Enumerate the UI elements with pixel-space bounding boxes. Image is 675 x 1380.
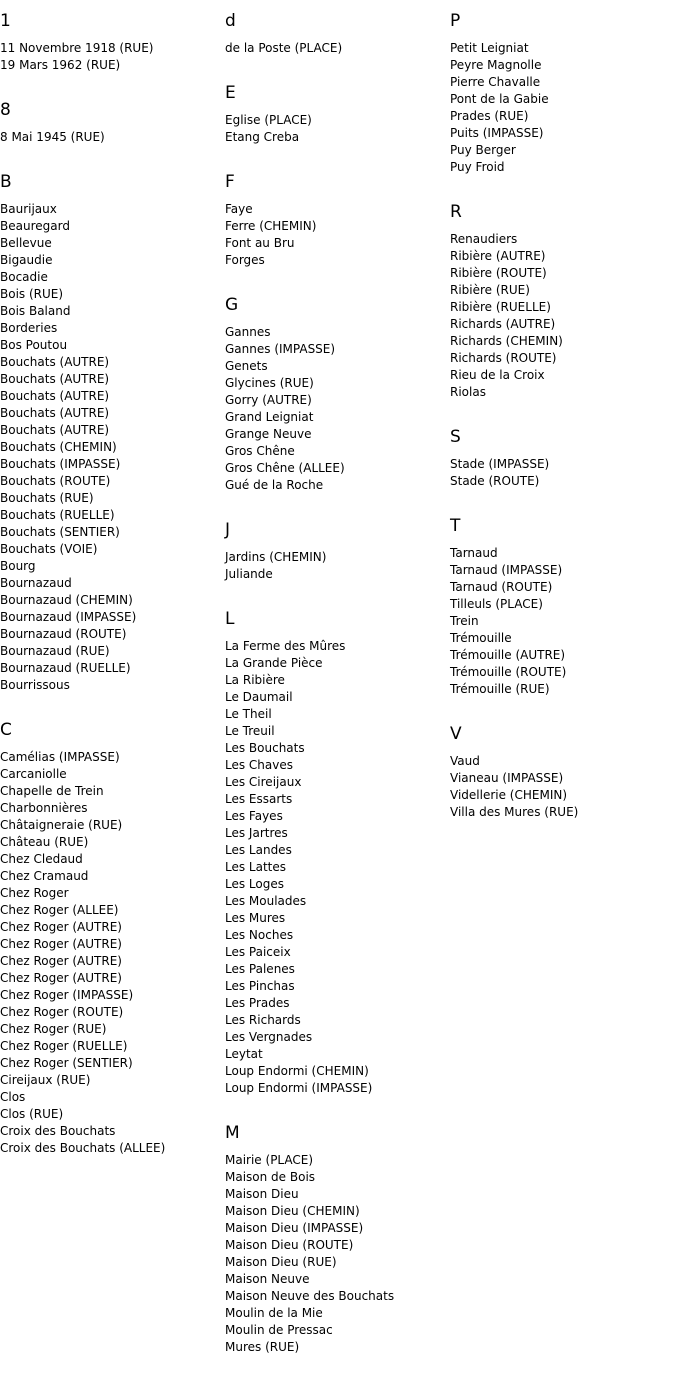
letter-group (225, 598, 450, 1112)
street-link[interactable]: Borderies (0, 321, 58, 335)
letter-group (225, 72, 450, 161)
street-list (225, 638, 450, 1097)
street-link[interactable]: La Ribière (225, 673, 285, 687)
street-link[interactable]: Bouchats (IMPASSE) (0, 457, 121, 471)
group-spacer (225, 269, 450, 284)
street-link[interactable]: Gannes (225, 325, 271, 339)
letter-group (0, 0, 225, 89)
street-list (450, 753, 675, 821)
group-letter-heading: P (450, 11, 461, 31)
street-link[interactable]: Ribière (ROUTE) (450, 266, 547, 280)
street-link[interactable]: Jardins (CHEMIN) (225, 550, 327, 564)
street-link[interactable]: Chez Roger (RUELLE) (0, 1039, 128, 1053)
street-link[interactable]: Chez Roger (RUE) (0, 1022, 107, 1036)
street-link[interactable]: Font au Bru (225, 236, 295, 250)
street-link[interactable]: Riolas (450, 385, 486, 399)
street-link[interactable]: Puy Froid (450, 160, 505, 174)
group-spacer (450, 401, 675, 416)
street-link[interactable]: Petit Leigniat (450, 41, 529, 55)
street-link[interactable]: Bouchats (AUTRE) (0, 355, 110, 369)
street-link[interactable]: Les Bouchats (225, 741, 305, 755)
letter-group (450, 713, 675, 836)
street-link[interactable]: Maison Dieu (CHEMIN) (225, 1204, 360, 1218)
street-link[interactable]: Chez Roger (SENTIER) (0, 1056, 133, 1070)
street-link[interactable]: Bellevue (0, 236, 52, 250)
street-link[interactable]: Peyre Magnolle (450, 58, 542, 72)
street-link[interactable]: Bos Poutou (0, 338, 68, 352)
street-link[interactable]: Carcaniolle (0, 767, 67, 781)
street-link[interactable]: Etang Creba (225, 130, 300, 144)
street-list (0, 201, 225, 694)
street-link[interactable]: Bouchats (VOIE) (0, 542, 98, 556)
group-letter-heading: J (225, 520, 231, 540)
street-link[interactable]: Mures (RUE) (225, 1340, 300, 1354)
street-link[interactable]: Mairie (PLACE) (225, 1153, 314, 1167)
street-link[interactable]: Bocadie (0, 270, 48, 284)
group-letter-heading: S (450, 427, 461, 447)
street-list (225, 1152, 450, 1356)
group-spacer (0, 74, 225, 89)
letter-group (450, 191, 675, 416)
street-link[interactable]: Gannes (IMPASSE) (225, 342, 336, 356)
group-letter-heading: F (225, 172, 235, 192)
street-link[interactable]: Le Daumail (225, 690, 293, 704)
street-link[interactable]: Moulin de la Mie (225, 1306, 323, 1320)
street-link[interactable]: Videllerie (CHEMIN) (450, 788, 568, 802)
street-link[interactable]: La Ferme des Mûres (225, 639, 346, 653)
group-spacer (225, 57, 450, 72)
group-letter-heading: G (225, 295, 239, 315)
group-letter-heading: 1 (0, 11, 11, 31)
street-link[interactable]: Bouchats (CHEMIN) (0, 440, 117, 454)
street-link[interactable]: Les Chaves (225, 758, 293, 772)
street-link[interactable]: Chez Roger (ALLEE) (0, 903, 119, 917)
street-link[interactable]: Bournazaud (IMPASSE) (0, 610, 137, 624)
street-link[interactable]: Le Treuil (225, 724, 275, 738)
street-link[interactable]: Rieu de la Croix (450, 368, 545, 382)
group-letter-heading: C (0, 720, 12, 740)
street-link[interactable]: Chez Cledaud (0, 852, 83, 866)
street-link[interactable]: Pont de la Gabie (450, 92, 549, 106)
street-link[interactable]: Bouchats (RUE) (0, 491, 94, 505)
street-link[interactable]: Bouchats (RUELLE) (0, 508, 115, 522)
street-link[interactable]: Maison Dieu (225, 1187, 299, 1201)
street-link[interactable]: Bournazaud (0, 576, 72, 590)
group-spacer (0, 694, 225, 709)
street-link[interactable]: Croix des Bouchats (0, 1124, 116, 1138)
street-link[interactable]: 11 Novembre 1918 (RUE) (0, 41, 154, 55)
street-link[interactable]: Vianeau (IMPASSE) (450, 771, 564, 785)
street-link[interactable]: Stade (ROUTE) (450, 474, 540, 488)
street-link[interactable]: Trémouille (ROUTE) (450, 665, 567, 679)
street-link[interactable]: Les Noches (225, 928, 294, 942)
street-link[interactable]: Ribière (AUTRE) (450, 249, 546, 263)
street-link[interactable]: Chez Cramaud (0, 869, 89, 883)
letter-group (450, 416, 675, 505)
group-spacer (225, 494, 450, 509)
street-link[interactable]: Ribière (RUELLE) (450, 300, 551, 314)
street-link[interactable]: Tilleuls (PLACE) (450, 597, 543, 611)
group-spacer (225, 583, 450, 598)
street-link[interactable]: Bournazaud (ROUTE) (0, 627, 127, 641)
street-link[interactable]: Cireijaux (RUE) (0, 1073, 91, 1087)
street-link[interactable]: Juliande (225, 567, 273, 581)
street-link[interactable]: Eglise (PLACE) (225, 113, 312, 127)
street-link[interactable]: Trein (450, 614, 479, 628)
street-link[interactable]: Bournazaud (RUE) (0, 644, 110, 658)
street-link[interactable]: Faye (225, 202, 253, 216)
street-link[interactable]: Les Moulades (225, 894, 307, 908)
street-index-column-1 (0, 0, 225, 1172)
street-list (225, 549, 450, 583)
street-link[interactable]: Charbonnières (0, 801, 88, 815)
street-link[interactable]: Maison Dieu (RUE) (225, 1255, 337, 1269)
street-link[interactable]: Puits (IMPASSE) (450, 126, 544, 140)
street-link[interactable]: Leytat (225, 1047, 263, 1061)
street-link[interactable]: Maison Neuve (225, 1272, 310, 1286)
street-link[interactable]: Richards (AUTRE) (450, 317, 556, 331)
street-link[interactable]: Maison Dieu (ROUTE) (225, 1238, 354, 1252)
street-link[interactable]: Trémouille (RUE) (450, 682, 550, 696)
street-link[interactable]: Bouchats (ROUTE) (0, 474, 111, 488)
group-letter-heading: V (450, 724, 462, 744)
street-link[interactable]: Clos (RUE) (0, 1107, 64, 1121)
letter-group (0, 161, 225, 709)
street-list (225, 324, 450, 494)
street-link[interactable]: Les Pinchas (225, 979, 295, 993)
street-list (225, 40, 450, 57)
street-link[interactable]: Grange Neuve (225, 427, 312, 441)
street-link[interactable]: Trémouille (450, 631, 512, 645)
street-list (225, 201, 450, 269)
letter-group (225, 284, 450, 509)
letter-group (225, 0, 450, 72)
street-link[interactable]: Loup Endormi (IMPASSE) (225, 1081, 373, 1095)
street-link[interactable]: Les Lattes (225, 860, 287, 874)
street-link[interactable]: Bouchats (AUTRE) (0, 406, 110, 420)
street-link[interactable]: 8 Mai 1945 (RUE) (0, 130, 105, 144)
street-link[interactable]: Beauregard (0, 219, 70, 233)
street-index-column-2 (225, 0, 450, 1371)
street-link[interactable]: Châtaigneraie (RUE) (0, 818, 123, 832)
street-list (450, 545, 675, 698)
street-link[interactable]: Gros Chêne (225, 444, 295, 458)
street-link[interactable]: Gorry (AUTRE) (225, 393, 312, 407)
group-spacer (0, 1157, 225, 1172)
street-link[interactable]: Ferre (CHEMIN) (225, 219, 317, 233)
letter-group (225, 1112, 450, 1371)
street-list (450, 231, 675, 401)
street-link[interactable]: Bois (RUE) (0, 287, 64, 301)
street-list (0, 129, 225, 146)
street-link[interactable]: Puy Berger (450, 143, 516, 157)
street-link[interactable]: Maison Neuve des Bouchats (225, 1289, 395, 1303)
street-link[interactable]: Bouchats (AUTRE) (0, 389, 110, 403)
street-link[interactable]: Les Paiceix (225, 945, 291, 959)
street-link[interactable]: Croix des Bouchats (ALLEE) (0, 1141, 166, 1155)
street-link[interactable]: Les Cireijaux (225, 775, 302, 789)
street-link[interactable]: Stade (IMPASSE) (450, 457, 550, 471)
street-link[interactable]: Richards (CHEMIN) (450, 334, 563, 348)
group-letter-heading: T (450, 516, 461, 536)
group-spacer (450, 698, 675, 713)
street-link[interactable]: Chez Roger (ROUTE) (0, 1005, 124, 1019)
street-list (450, 40, 675, 176)
street-link[interactable]: Camélias (IMPASSE) (0, 750, 120, 764)
group-letter-heading: L (225, 609, 235, 629)
street-link[interactable]: Les Jartres (225, 826, 288, 840)
street-link[interactable]: Château (RUE) (0, 835, 89, 849)
street-link[interactable]: Chez Roger (AUTRE) (0, 937, 122, 951)
street-link[interactable]: Bigaudie (0, 253, 53, 267)
street-link[interactable]: Les Landes (225, 843, 292, 857)
street-link[interactable]: Villa des Mures (RUE) (450, 805, 579, 819)
street-link[interactable]: Tarnaud (IMPASSE) (450, 563, 563, 577)
street-link[interactable]: Trémouille (AUTRE) (450, 648, 566, 662)
group-spacer (450, 176, 675, 191)
street-link[interactable]: Bourrissous (0, 678, 70, 692)
street-link[interactable]: Moulin de Pressac (225, 1323, 333, 1337)
street-link[interactable]: Prades (RUE) (450, 109, 529, 123)
letter-group (450, 0, 675, 191)
street-link[interactable]: Bois Baland (0, 304, 71, 318)
street-link[interactable]: Genets (225, 359, 268, 373)
street-link[interactable]: La Grande Pièce (225, 656, 323, 670)
street-link[interactable]: Gué de la Roche (225, 478, 324, 492)
street-link[interactable]: Maison de Bois (225, 1170, 316, 1184)
street-link[interactable]: Renaudiers (450, 232, 518, 246)
letter-group (0, 89, 225, 161)
group-letter-heading: M (225, 1123, 240, 1143)
street-link[interactable]: Grand Leigniat (225, 410, 314, 424)
street-link[interactable]: Tarnaud (ROUTE) (450, 580, 553, 594)
group-letter-heading: 8 (0, 100, 11, 120)
group-letter-heading: d (225, 11, 236, 31)
street-link[interactable]: Les Loges (225, 877, 284, 891)
street-link[interactable]: Forges (225, 253, 265, 267)
street-link[interactable]: Chez Roger (0, 886, 69, 900)
group-spacer (225, 146, 450, 161)
street-list (450, 456, 675, 490)
letter-group (225, 509, 450, 598)
street-link[interactable]: Chez Roger (IMPASSE) (0, 988, 134, 1002)
street-link[interactable]: Chez Roger (AUTRE) (0, 920, 122, 934)
street-link[interactable]: Le Theil (225, 707, 272, 721)
street-link[interactable]: Clos (0, 1090, 26, 1104)
street-link[interactable]: Pierre Chavalle (450, 75, 541, 89)
street-link[interactable]: Les Vergnades (225, 1030, 313, 1044)
letter-group (225, 161, 450, 284)
street-link[interactable]: Bournazaud (RUELLE) (0, 661, 131, 675)
group-spacer (225, 1356, 450, 1371)
street-link[interactable]: Bouchats (AUTRE) (0, 423, 110, 437)
street-index-column-3 (450, 0, 675, 836)
street-list (0, 749, 225, 1157)
letter-group (0, 709, 225, 1172)
street-link[interactable]: Bouchats (SENTIER) (0, 525, 120, 539)
street-link[interactable]: Bourg (0, 559, 36, 573)
group-spacer (450, 821, 675, 836)
street-link[interactable]: Bournazaud (CHEMIN) (0, 593, 133, 607)
street-link[interactable]: Les Prades (225, 996, 290, 1010)
street-link[interactable]: Chez Roger (AUTRE) (0, 954, 122, 968)
street-link[interactable]: Bouchats (AUTRE) (0, 372, 110, 386)
street-list (0, 40, 225, 74)
street-link[interactable]: Ribière (RUE) (450, 283, 530, 297)
group-letter-heading: R (450, 202, 462, 222)
street-link[interactable]: Les Richards (225, 1013, 301, 1027)
street-link[interactable]: Vaud (450, 754, 480, 768)
street-link[interactable]: 19 Mars 1962 (RUE) (0, 58, 121, 72)
street-link[interactable]: Les Fayes (225, 809, 283, 823)
street-link[interactable]: Tarnaud (450, 546, 498, 560)
group-letter-heading: B (0, 172, 12, 192)
street-link[interactable]: Richards (ROUTE) (450, 351, 557, 365)
street-link[interactable]: Glycines (RUE) (225, 376, 314, 390)
group-spacer (225, 1097, 450, 1112)
group-spacer (0, 146, 225, 161)
street-link[interactable]: Les Palenes (225, 962, 295, 976)
street-link[interactable]: Gros Chêne (ALLEE) (225, 461, 345, 475)
street-link[interactable]: Chapelle de Trein (0, 784, 104, 798)
street-link[interactable]: de la Poste (PLACE) (225, 41, 343, 55)
group-letter-heading: E (225, 83, 236, 103)
street-link[interactable]: Baurijaux (0, 202, 57, 216)
letter-group (450, 505, 675, 713)
group-spacer (450, 490, 675, 505)
street-link[interactable]: Les Mures (225, 911, 286, 925)
street-link[interactable]: Maison Dieu (IMPASSE) (225, 1221, 364, 1235)
street-link[interactable]: Loup Endormi (CHEMIN) (225, 1064, 369, 1078)
street-link[interactable]: Les Essarts (225, 792, 293, 806)
street-list (225, 112, 450, 146)
street-link[interactable]: Chez Roger (AUTRE) (0, 971, 122, 985)
